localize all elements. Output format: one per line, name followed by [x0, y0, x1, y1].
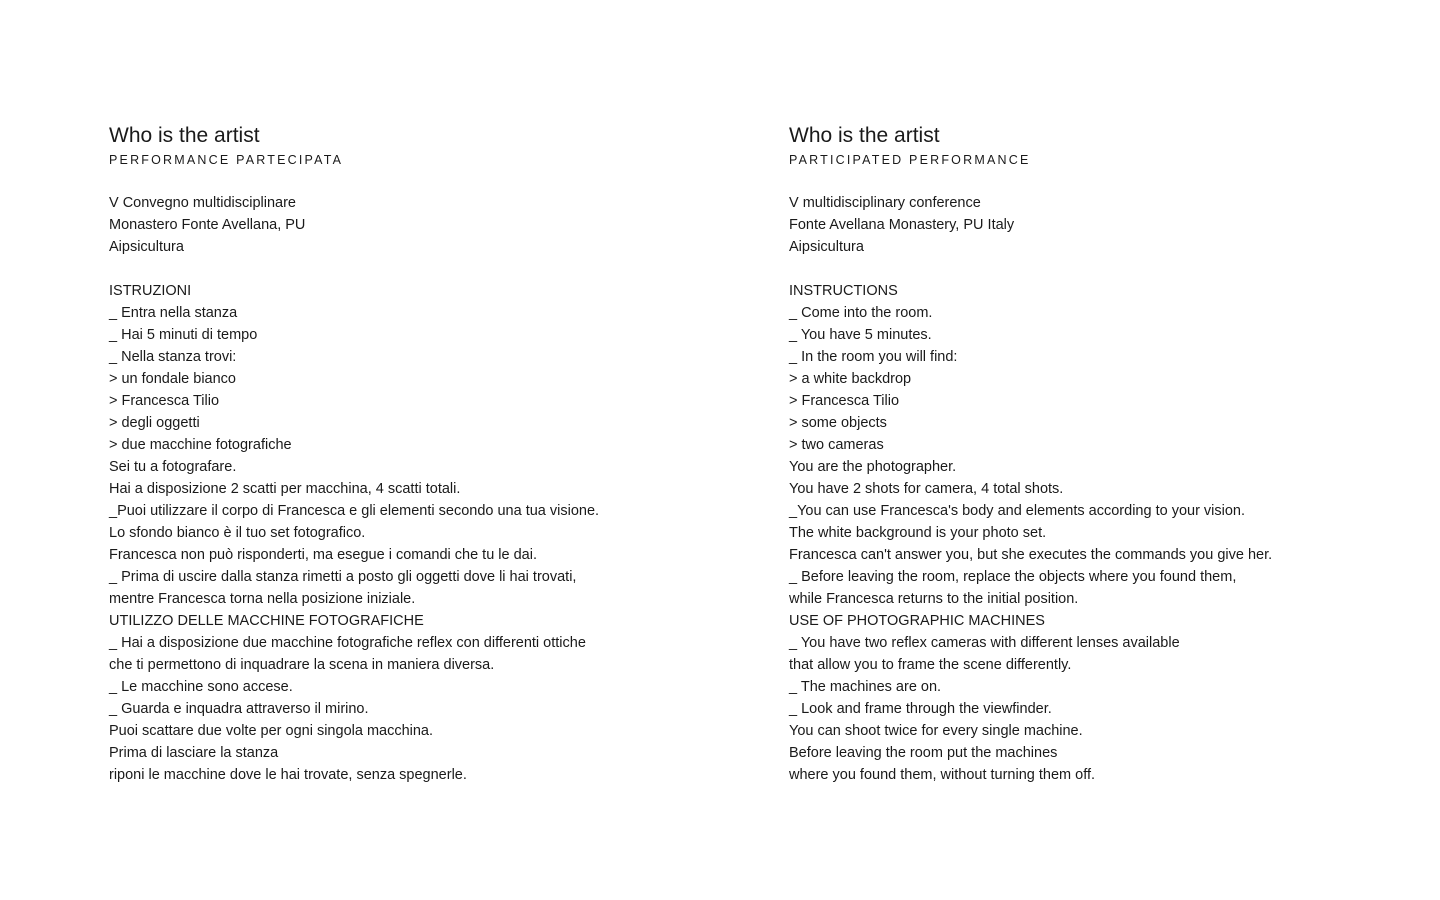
text-line: _ Before leaving the room, replace the objects where you found them, — [789, 569, 1237, 585]
text-line: _Puoi utilizzare il corpo di Francesca e gli elementi secondo una tua visione. — [109, 503, 600, 519]
text-line: Monastero Fonte Avellana, PU — [109, 217, 306, 233]
text-line: mentre Francesca torna nella posizione iniziale. — [109, 591, 416, 607]
spacer — [789, 258, 1409, 280]
text-line: UTILIZZO DELLE MACCHINE FOTOGRAFICHE — [109, 613, 424, 629]
text-line: che ti permettono di inquadrare la scena in maniera diversa. — [109, 657, 495, 673]
text-line: > two cameras — [789, 437, 884, 453]
text-line: Francesca non può risponderti, ma esegue i comandi che tu le dai. — [109, 547, 537, 563]
text-line: _ Look and frame through the viewfinder. — [789, 701, 1052, 717]
text-line: riponi le macchine dove le hai trovate, senza spegnerle. — [109, 767, 467, 783]
text-line: Aipsicultura — [109, 239, 184, 255]
text-line: while Francesca returns to the initial position. — [789, 591, 1079, 607]
italian-title: Who is the artist — [109, 124, 260, 147]
text-line: Lo sfondo bianco è il tuo set fotografico. — [109, 525, 366, 541]
english-instructions — [789, 280, 1409, 786]
text-line: > degli oggetti — [109, 415, 200, 431]
italian-event-info — [109, 192, 729, 258]
text-line: _ Hai a disposizione due macchine fotografiche reflex con differenti ottiche — [109, 635, 586, 651]
italian-subtitle: PERFORMANCE PARTECIPATA — [109, 153, 344, 167]
text-line: _ Le macchine sono accese. — [109, 679, 293, 695]
italian-column — [109, 122, 729, 786]
text-line: Hai a disposizione 2 scatti per macchina, 4 scatti totali. — [109, 481, 461, 497]
text-line: _ Entra nella stanza — [109, 305, 238, 321]
text-line: > due macchine fotografiche — [109, 437, 292, 453]
text-line: _ Prima di uscire dalla stanza rimetti a posto gli oggetti dove li hai trovati, — [109, 569, 577, 585]
english-title: Who is the artist — [789, 124, 940, 147]
text-line: > some objects — [789, 415, 887, 431]
text-line: You have 2 shots for camera, 4 total shots. — [789, 481, 1064, 497]
text-line: Prima di lasciare la stanza — [109, 745, 279, 761]
spacer — [109, 258, 729, 280]
text-line: _ In the room you will find: — [789, 349, 958, 365]
english-event-info — [789, 192, 1409, 258]
text-line: Aipsicultura — [789, 239, 864, 255]
spacer — [789, 170, 1409, 192]
text-line: You can shoot twice for every single machine. — [789, 723, 1083, 739]
text-line: > a white backdrop — [789, 371, 912, 387]
text-line: > Francesca Tilio — [109, 393, 220, 409]
text-line: V multidisciplinary conference — [789, 195, 981, 211]
text-line: _ You have 5 minutes. — [789, 327, 932, 343]
text-line: Before leaving the room put the machines — [789, 745, 1058, 761]
text-line: where you found them, without turning them off. — [789, 767, 1096, 783]
italian-instructions — [109, 280, 729, 786]
text-line: _ Nella stanza trovi: — [109, 349, 237, 365]
text-line: Francesca can't answer you, but she executes the commands you give her. — [789, 547, 1273, 563]
text-line: that allow you to frame the scene differently. — [789, 657, 1072, 673]
text-line: INSTRUCTIONS — [789, 283, 898, 299]
text-line: _You can use Francesca's body and elements according to your vision. — [789, 503, 1246, 519]
text-line: The white background is your photo set. — [789, 525, 1047, 541]
text-line: V Convegno multidisciplinare — [109, 195, 296, 211]
text-line: USE OF PHOTOGRAPHIC MACHINES — [789, 613, 1045, 629]
spacer — [109, 170, 729, 192]
english-subtitle: PARTICIPATED PERFORMANCE — [789, 153, 1031, 167]
text-line: _ Come into the room. — [789, 305, 933, 321]
text-line: _ Guarda e inquadra attraverso il mirino. — [109, 701, 369, 717]
text-line: > Francesca Tilio — [789, 393, 900, 409]
text-line: _ You have two reflex cameras with different lenses available — [789, 635, 1180, 651]
text-line: Sei tu a fotografare. — [109, 459, 237, 475]
text-line: You are the photographer. — [789, 459, 957, 475]
text-line: Puoi scattare due volte per ogni singola macchina. — [109, 723, 434, 739]
text-line: Fonte Avellana Monastery, PU Italy — [789, 217, 1015, 233]
text-line: _ Hai 5 minuti di tempo — [109, 327, 258, 343]
text-line: ISTRUZIONI — [109, 283, 192, 299]
text-line: > un fondale bianco — [109, 371, 236, 387]
text-line: _ The machines are on. — [789, 679, 942, 695]
english-column — [789, 122, 1409, 786]
